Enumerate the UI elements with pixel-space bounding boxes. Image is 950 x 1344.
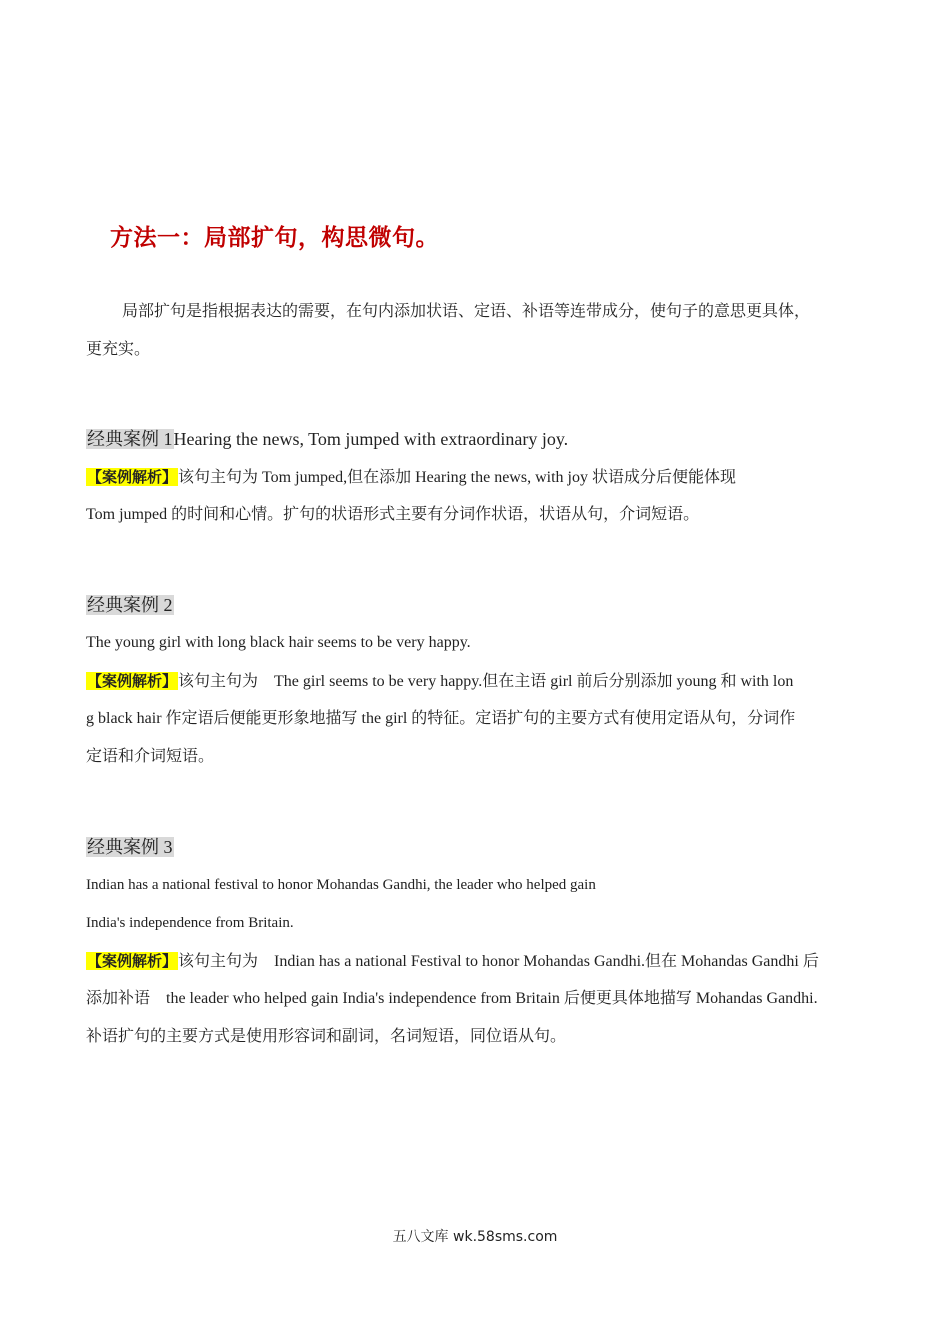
case1-sentence: Hearing the news, Tom jumped with extraordinary joy. [173, 429, 569, 449]
case3-label: 经典案例 3 [87, 837, 173, 857]
case2-label: 经典案例 2 [87, 595, 173, 615]
case2-analysis-text: 该句主句为 The girl seems to be very happy.但在主语 girl 前后分别添加 young 和 with lon [178, 673, 794, 690]
case2-analysis-line-1 [86, 671, 793, 692]
case1-analysis-label: 【案例解析】 [87, 468, 178, 486]
case2-analysis-line-2: g black hair 作定语后便能更形象地描写 the girl 的特征。定语扩句的主要方式有使用定语从句，分词作 [86, 710, 796, 727]
case1-analysis-text: 该句主句为 Tom jumped,但在添加 Hearing the news, with joy 状语成分后便能体现 [178, 469, 736, 486]
page-title: 方法一：局部扩句，构思微句。 [110, 225, 439, 251]
case3-sentence-line-1: Indian has a national festival to honor Mohandas Gandhi, the leader who helped gain [86, 877, 596, 893]
page-footer: 五八文库 wk.58sms.com [392, 1229, 558, 1245]
case2-analysis-line-3: 定语和介词短语。 [86, 748, 215, 765]
case1-analysis-line-1 [86, 467, 736, 488]
intro-paragraph-line-1: 局部扩句是指根据表达的需要，在句内添加状语、定语、补语等连带成分，使句子的意思更具体， [122, 303, 811, 320]
case3-analysis-line-3: 补语扩句的主要方式是使用形容词和副词，名词短语，同位语从句。 [86, 1028, 567, 1045]
case2-sentence: The young girl with long black hair seems to be very happy. [86, 634, 471, 651]
intro-paragraph-line-2: 更充实。 [86, 341, 151, 358]
case3-analysis-line-2: 添加补语 the leader who helped gain India's independence from Britain 后便更具体地描写 Mohandas Gandhi. [86, 990, 818, 1007]
case2-analysis-label: 【案例解析】 [87, 672, 178, 690]
case1-heading [86, 428, 568, 450]
case2-heading [86, 594, 174, 616]
case3-analysis-text: 该句主句为 Indian has a national Festival to honor Mohandas Gandhi.但在 Mohandas Gandhi 后 [178, 953, 819, 970]
case1-analysis-line-2: Tom jumped 的时间和心情。扩句的状语形式主要有分词作状语，状语从句，介词短语。 [86, 506, 700, 523]
case1-label: 经典案例 1 [87, 429, 173, 449]
case3-sentence-line-2: India's independence from Britain. [86, 915, 294, 931]
case3-heading [86, 836, 174, 858]
case3-analysis-line-1 [86, 951, 819, 972]
case3-analysis-label: 【案例解析】 [87, 952, 178, 970]
